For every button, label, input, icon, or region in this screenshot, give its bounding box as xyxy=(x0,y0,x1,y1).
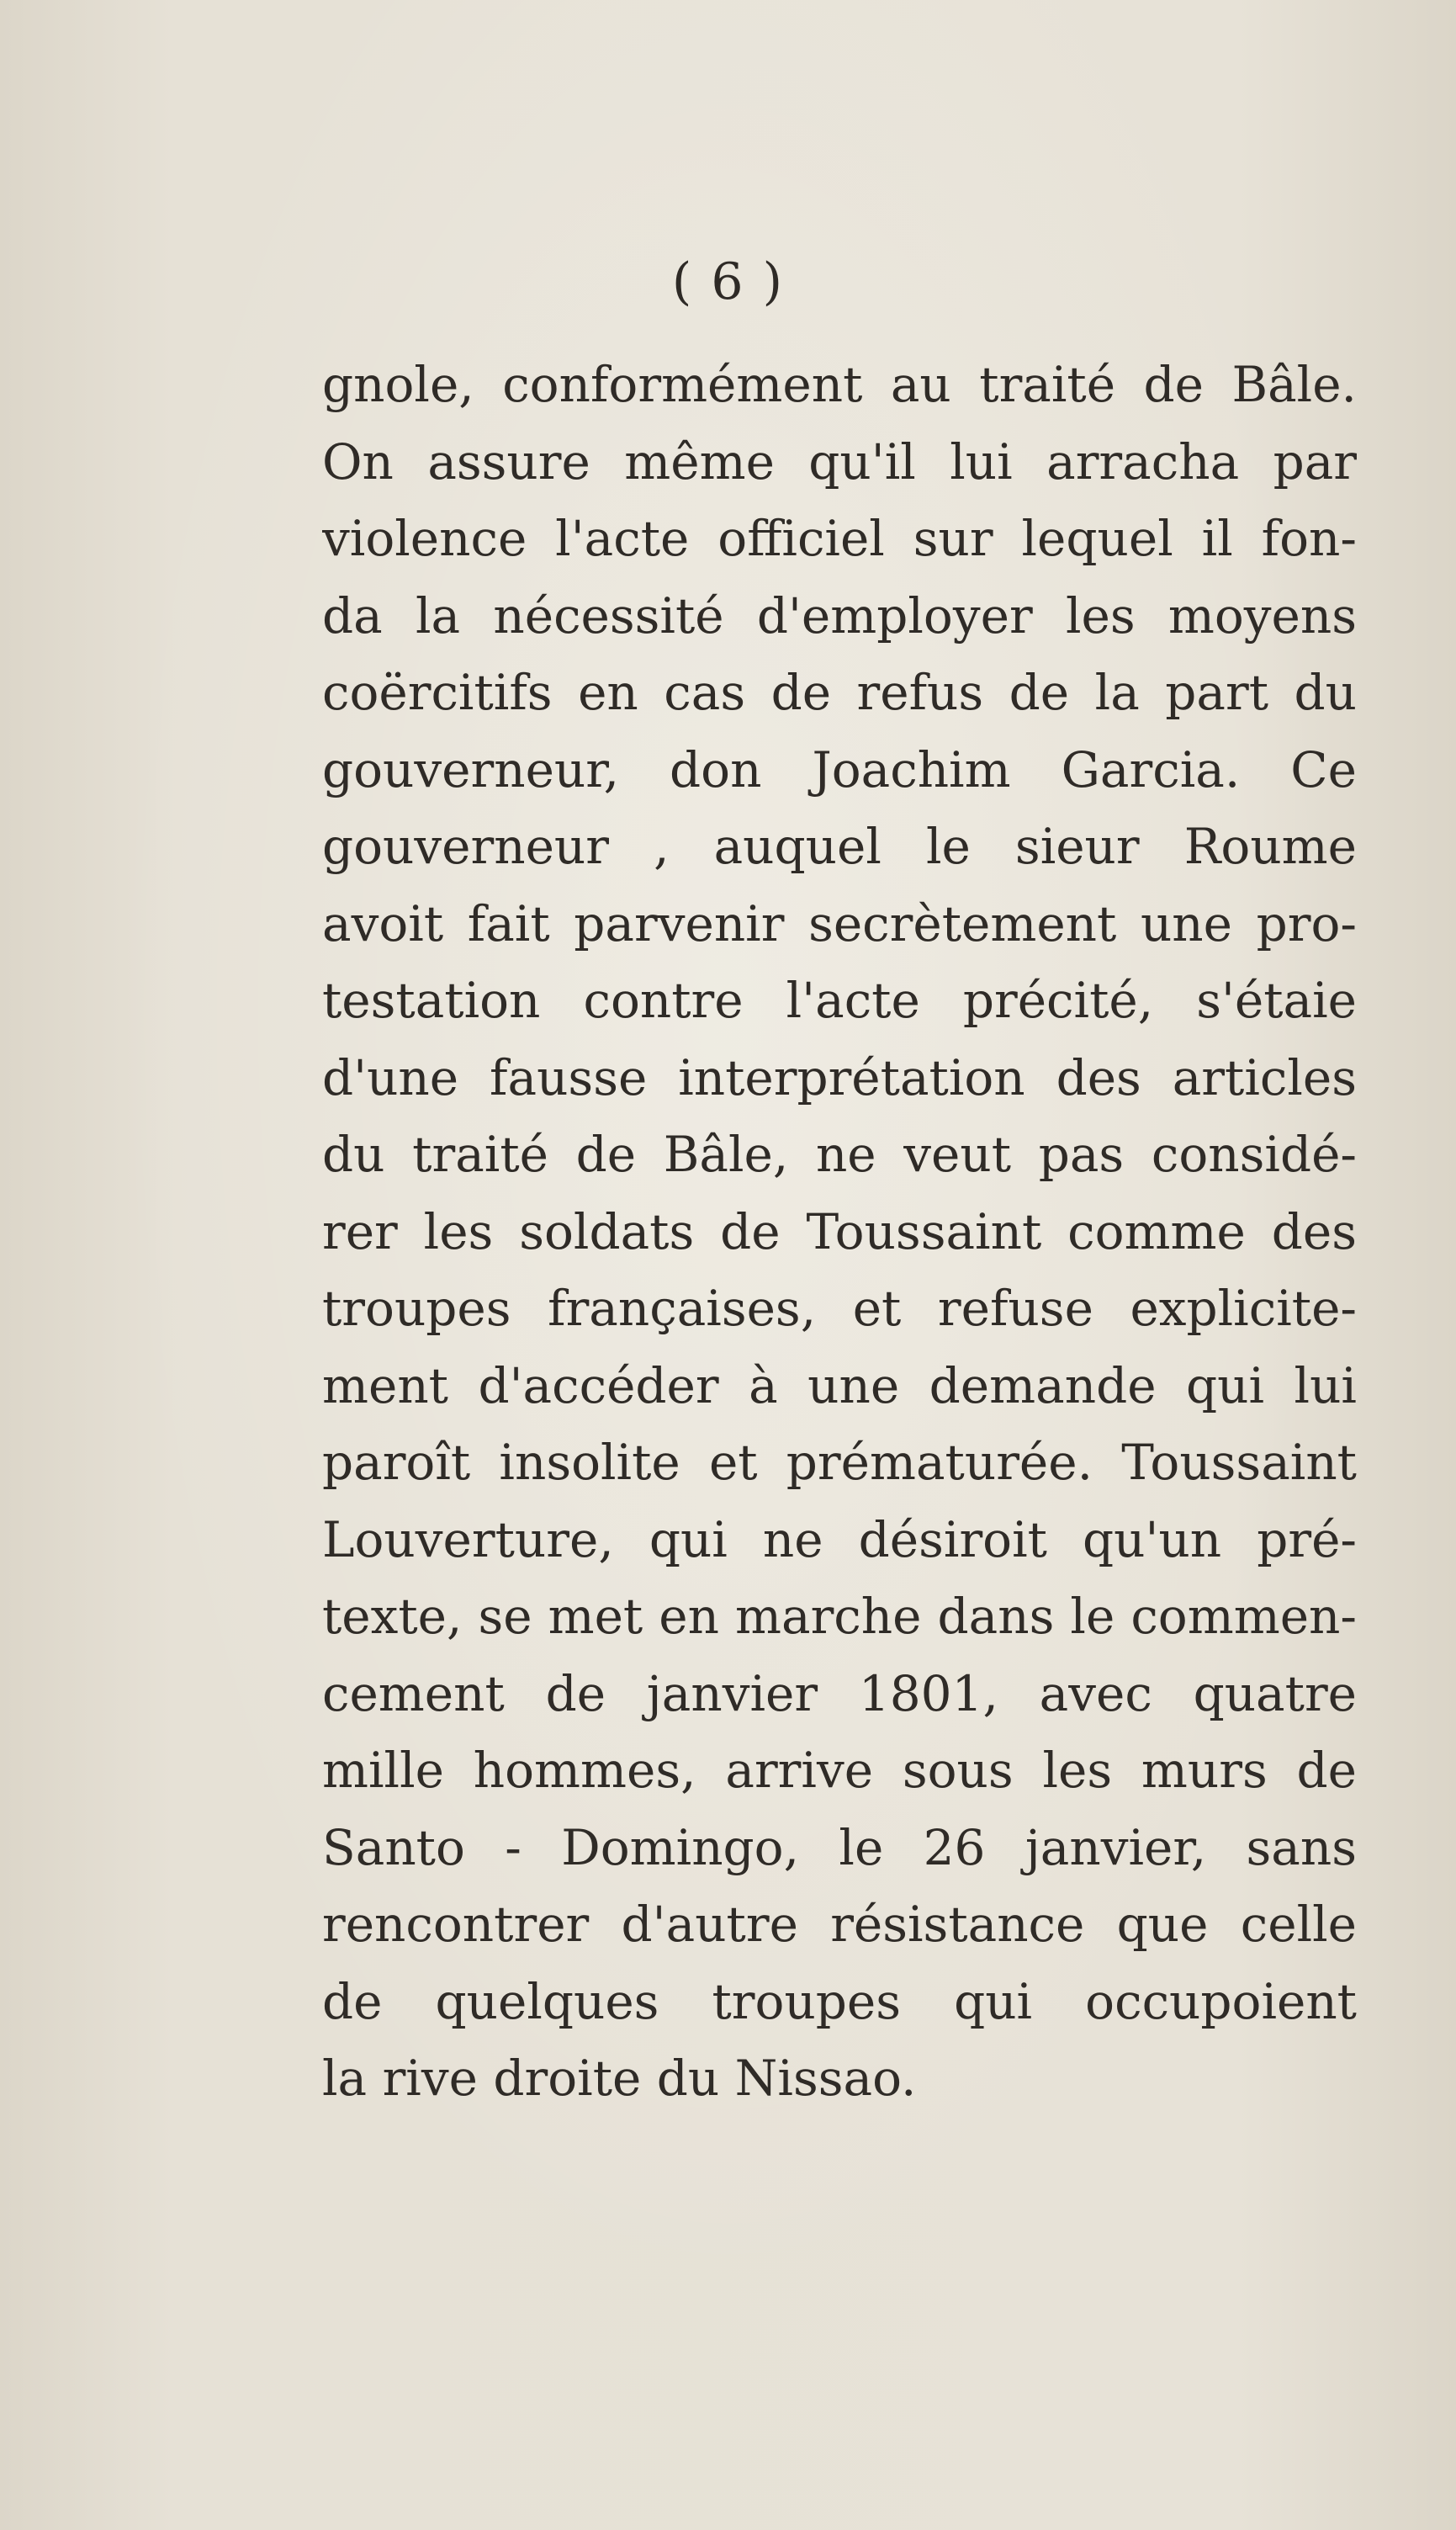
text-line: mille hommes, arrive sous les murs de xyxy=(322,1742,1357,1799)
text-line: la rive droite du Nissao. xyxy=(322,2050,917,2107)
text-line: da la nécessité d'employer les moyens xyxy=(322,586,1357,644)
text-line: d'une fausse interprétation des articles xyxy=(322,1048,1357,1106)
text-line: On assure même qu'il lui arracha par xyxy=(322,432,1357,491)
text-line: troupes françaises, et refuse explicite- xyxy=(322,1280,1357,1337)
text-line: gouverneur, don Joachim Garcia. Ce xyxy=(322,740,1357,798)
text-line: avoit fait parvenir secrètement une pro- xyxy=(322,894,1357,952)
text-line: violence l'acte officiel sur lequel il fon- xyxy=(322,510,1357,567)
text-line: texte, se met en marche dans le commen- xyxy=(322,1588,1357,1645)
text-line: du traité de Bâle, ne veut pas considé- xyxy=(322,1126,1357,1183)
text-line: gouverneur , auquel le sieur Roume xyxy=(322,818,1357,875)
page-number: ( 6 ) xyxy=(671,252,785,311)
text-line: testation contre l'acte précité, s'étaie xyxy=(322,972,1357,1029)
text-line: rencontrer d'autre résistance que celle xyxy=(322,1896,1357,1953)
text-line: cement de janvier 1801, avec quatre xyxy=(322,1664,1357,1722)
text-line: ment d'accéder à une demande qui lui xyxy=(322,1356,1357,1414)
text-line: rer les soldats de Toussaint comme des xyxy=(322,1202,1357,1260)
body-text xyxy=(322,347,1357,2118)
text-line: coërcitifs en cas de refus de la part du xyxy=(322,664,1357,721)
text-line: Louverture, qui ne désiroit qu'un pré- xyxy=(322,1510,1357,1568)
text-line: Santo - Domingo, le 26 janvier, sans xyxy=(322,1818,1357,1876)
text-line: de quelques troupes qui occupoient xyxy=(322,1972,1357,2030)
text-line: gnole, conformément au traité de Bâle. xyxy=(322,356,1357,413)
text-line: paroît insolite et prématurée. Toussaint xyxy=(322,1434,1357,1491)
